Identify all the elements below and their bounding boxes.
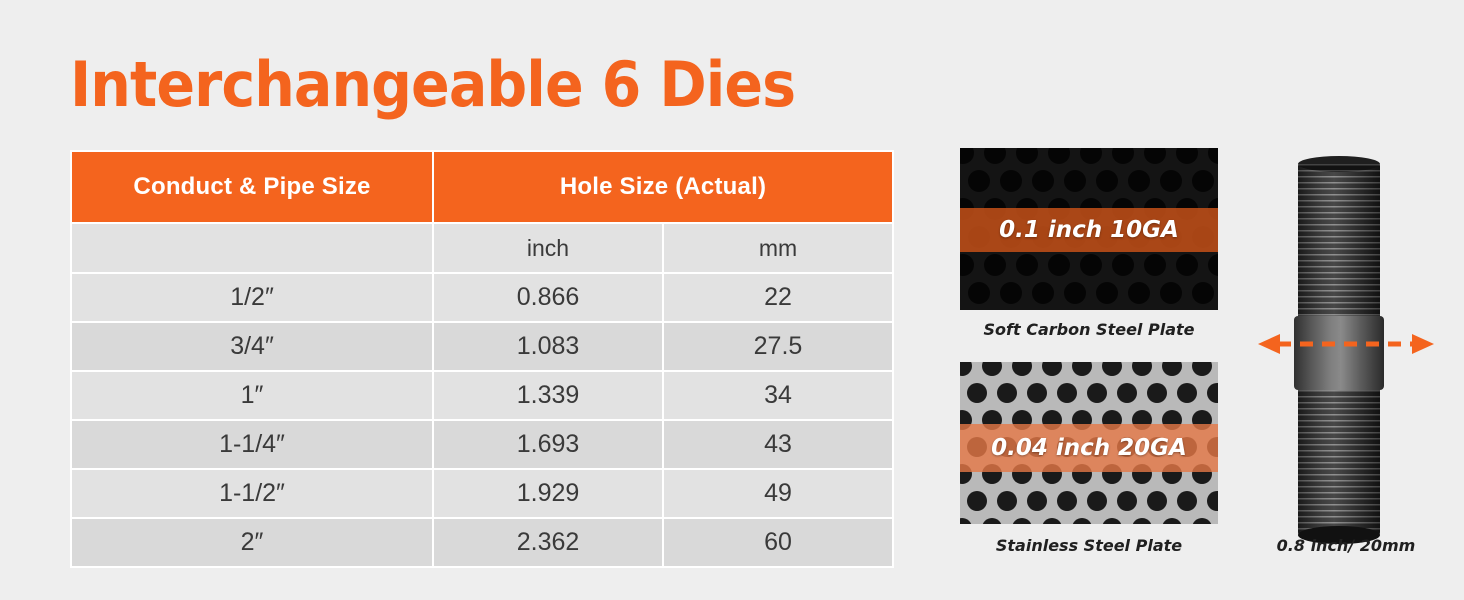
perforation-hole <box>960 362 972 376</box>
perforation-hole <box>1117 383 1137 403</box>
table-row <box>71 322 893 371</box>
perforation-hole <box>1177 491 1197 511</box>
perforation-hole <box>1042 362 1062 376</box>
perforation-hole <box>984 254 1006 276</box>
perforation-hole <box>967 491 987 511</box>
perforation-hole <box>960 148 974 164</box>
cell-mm: 60 <box>663 518 893 567</box>
cell-mm: 27.5 <box>663 322 893 371</box>
perforation-hole <box>1162 362 1182 376</box>
perforation-hole <box>1080 148 1102 164</box>
perforation-hole <box>1048 148 1070 164</box>
perforation-hole <box>1192 282 1214 304</box>
perforation-hole <box>1064 170 1086 192</box>
page-title: Interchangeable 6 Dies <box>70 48 796 121</box>
perforation-hole <box>984 148 1006 164</box>
perforation-hole <box>1144 254 1166 276</box>
bolt-caption: 0.8 inch/ 20mm <box>1276 536 1416 555</box>
cell-mm: 34 <box>663 371 893 420</box>
perforation-hole <box>1032 170 1054 192</box>
perforation-hole <box>1012 518 1032 524</box>
stainless-plate-caption: Stainless Steel Plate <box>995 536 1183 555</box>
perforation-hole <box>1027 383 1047 403</box>
perforation-hole <box>997 383 1017 403</box>
cell-size: 2″ <box>71 518 433 567</box>
perforation-hole <box>1096 170 1118 192</box>
table-row <box>71 518 893 567</box>
table-row <box>71 371 893 420</box>
perforation-hole <box>1117 491 1137 511</box>
perforation-hole <box>1072 362 1092 376</box>
perforation-hole <box>1012 362 1032 376</box>
carbon-plate-caption: Soft Carbon Steel Plate <box>983 320 1195 339</box>
perforation-hole <box>1102 518 1122 524</box>
perforation-hole <box>982 362 1002 376</box>
subheader-mm: mm <box>663 223 893 273</box>
cell-inch: 1.929 <box>433 469 663 518</box>
carbon-thickness-label: 0.1 inch 10GA <box>999 217 1179 243</box>
perforation-hole <box>1027 491 1047 511</box>
perforation-hole <box>1207 383 1218 403</box>
perforation-hole <box>1057 491 1077 511</box>
cell-size: 1-1/2″ <box>71 469 433 518</box>
stainless-thickness-band <box>960 424 1218 472</box>
perforation-hole <box>1032 282 1054 304</box>
perforation-hole <box>1208 254 1218 276</box>
perforation-hole <box>960 518 972 524</box>
perforation-hole <box>1080 254 1102 276</box>
perforation-hole <box>1064 282 1086 304</box>
perforation-hole <box>1057 383 1077 403</box>
cell-mm: 43 <box>663 420 893 469</box>
cell-inch: 1.339 <box>433 371 663 420</box>
table-row <box>71 469 893 518</box>
spec-table-container <box>70 150 892 568</box>
perforation-hole <box>1096 282 1118 304</box>
perforation-hole <box>1160 170 1182 192</box>
perforation-hole <box>1112 254 1134 276</box>
perforation-hole <box>1192 518 1212 524</box>
cell-inch: 2.362 <box>433 518 663 567</box>
perforation-hole <box>968 282 990 304</box>
perforation-hole <box>1072 518 1092 524</box>
perforation-hole <box>1192 170 1214 192</box>
perforation-hole <box>1208 148 1218 164</box>
cell-size: 1-1/4″ <box>71 420 433 469</box>
perforation-hole <box>1207 491 1218 511</box>
column-header-conduit-size: Conduct & Pipe Size <box>71 151 433 223</box>
table-row <box>71 420 893 469</box>
perforation-hole <box>1042 518 1062 524</box>
table-row <box>71 273 893 322</box>
carbon-thickness-band <box>960 208 1218 252</box>
perforation-hole <box>1112 148 1134 164</box>
perforation-hole <box>1000 282 1022 304</box>
die-bolt-illustration <box>1256 150 1436 550</box>
perforation-hole <box>1132 518 1152 524</box>
perforation-hole <box>1160 282 1182 304</box>
table-header-row <box>71 151 893 223</box>
perforation-hole <box>1144 148 1166 164</box>
cell-size: 1/2″ <box>71 273 433 322</box>
perforation-hole <box>1177 383 1197 403</box>
perforation-hole <box>967 383 987 403</box>
cell-mm: 22 <box>663 273 893 322</box>
cell-inch: 1.083 <box>433 322 663 371</box>
bolt-threads-bottom <box>1298 390 1380 536</box>
carbon-steel-plate-image <box>960 148 1218 310</box>
subheader-inch: inch <box>433 223 663 273</box>
perforation-hole <box>1102 362 1122 376</box>
perforation-hole <box>1147 491 1167 511</box>
perforation-hole <box>1016 254 1038 276</box>
cell-inch: 1.693 <box>433 420 663 469</box>
perforation-hole <box>1176 148 1198 164</box>
cell-mm: 49 <box>663 469 893 518</box>
perforation-hole <box>1087 491 1107 511</box>
table-subheader-row <box>71 223 893 273</box>
perforation-hole <box>960 254 974 276</box>
spec-table <box>70 150 894 568</box>
cell-size: 1″ <box>71 371 433 420</box>
stainless-steel-plate-image <box>960 362 1218 524</box>
perforation-hole <box>1128 170 1150 192</box>
perforation-hole <box>1087 383 1107 403</box>
perforation-hole <box>1132 362 1152 376</box>
column-header-hole-size: Hole Size (Actual) <box>433 151 893 223</box>
double-arrow-icon <box>1256 332 1436 356</box>
stainless-thickness-label: 0.04 inch 20GA <box>991 435 1187 461</box>
perforation-hole <box>1192 362 1212 376</box>
perforation-hole <box>982 518 1002 524</box>
perforation-hole <box>968 170 990 192</box>
perforation-hole <box>1162 518 1182 524</box>
perforation-hole <box>1016 148 1038 164</box>
bolt-threads-top <box>1298 164 1380 316</box>
perforation-hole <box>1147 383 1167 403</box>
subheader-blank <box>71 223 433 273</box>
perforation-hole <box>1176 254 1198 276</box>
perforation-hole <box>1000 170 1022 192</box>
cell-size: 3/4″ <box>71 322 433 371</box>
diameter-arrow <box>1256 332 1436 356</box>
cell-inch: 0.866 <box>433 273 663 322</box>
perforation-hole <box>1128 282 1150 304</box>
perforation-hole <box>997 491 1017 511</box>
perforation-hole <box>1048 254 1070 276</box>
